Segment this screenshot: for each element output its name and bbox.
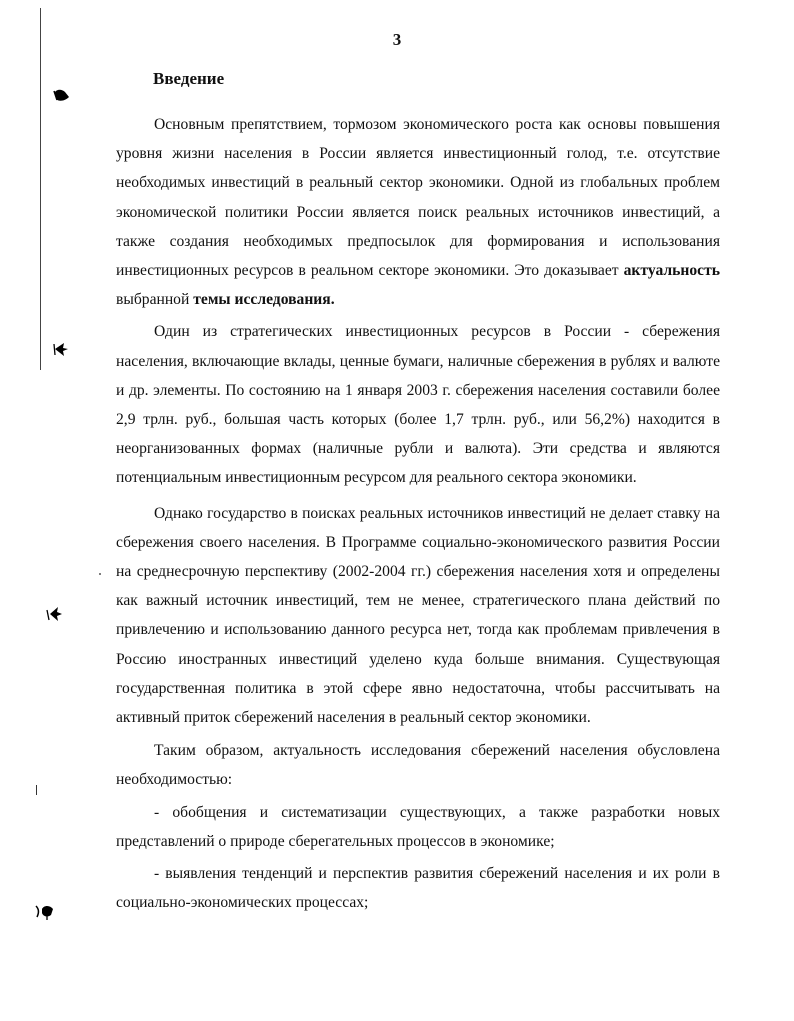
scan-margin-tick: [36, 785, 37, 795]
paragraph-1-text: Основным препятствием, тормозом экономического роста как основы повышения уровня жизни населения в России является инвестиционный голод, т.е. отсутствие необходимых инвестиций в реальный сектор экономики. Одной из глобальных проблем экономической политики России является поиск реальных источников инвестиций, а также создания необходимых предпосылок для формирования и использования инвестиционных ресурсов в реальном секторе экономики. Это доказывает: [116, 116, 720, 280]
paragraph-1: [116, 110, 720, 314]
body-text: [116, 110, 720, 917]
page-number: 3: [392, 30, 402, 49]
bold-term-research-topic: темы исследования.: [193, 291, 335, 309]
paragraph-6: - выявления тенденций и перспектив развития сбережений населения и их роли в социально-экономических процессах;: [116, 865, 720, 912]
paragraph-3: Однако государство в поисках реальных источников инвестиций не делает ставку на сбережения своего населения. В Программе социально-экономического развития России на среднесрочную перспективу (2002-2004 гг.) сбережения населения хотя и определены как важный источник инвестиций, тем не менее, стратегического плана действий по привлечению и использованию данного ресурса нет, тогда как проблемам привлечения в Россию иностранных инвестиций уделено куда больше внимания. Существующая государственная политика в этой сфере явно недостаточна, чтобы рассчитывать на активный приток сбережений населения в реальный сектор экономики.: [116, 504, 720, 727]
paragraph-4: Таким образом, актуальность исследования сбережений населения обусловлена необходимостью:: [116, 742, 720, 789]
binding-mark-icon: [44, 605, 64, 623]
bold-term-relevance: актуальность: [623, 262, 720, 280]
paragraph-5: - обобщения и систематизации существующих, а также разработки новых представлений о природе сберегательных процессов в экономике;: [116, 803, 720, 850]
binding-mark-icon: [34, 903, 56, 921]
paragraph-2: Один из стратегических инвестиционных ресурсов в России - сбережения населения, включающие вклады, ценные бумаги, наличные сбережения в рублях и валюте и др. элементы. По состоянию на 1 января 2003 г. сбережения населения составили более 2,9 трлн. руб., большая часть которых (более 1,7 трлн. руб., или 56,2%) находится в неорганизованных формах (наличные рубли и валюта). Эти средства и являются потенциальным инвестиционным ресурсом для реального сектора экономики.: [116, 323, 720, 487]
binding-mark-icon: [53, 88, 71, 104]
scan-margin-line: [40, 8, 41, 370]
paragraph-1-mid: выбранной: [116, 291, 194, 309]
binding-mark-icon: [52, 340, 70, 358]
section-heading: Введение: [153, 69, 225, 88]
scan-speck: [99, 573, 101, 575]
